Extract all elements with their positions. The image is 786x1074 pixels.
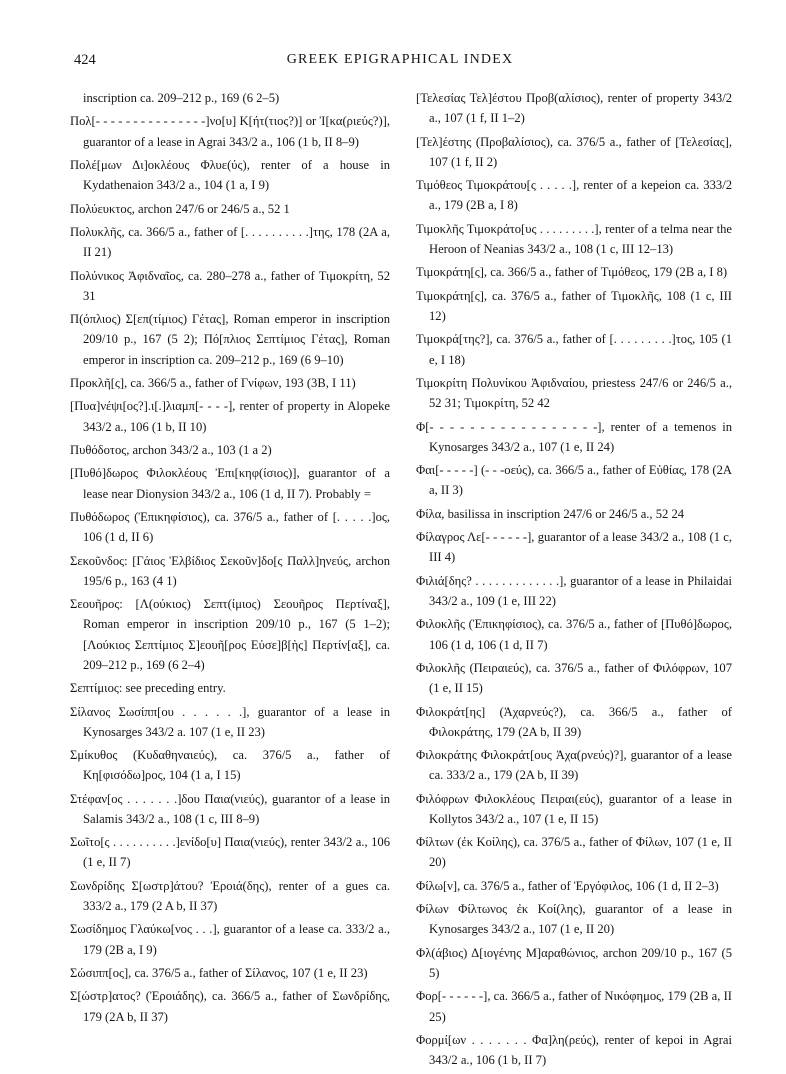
index-entry: Φορ[- - - - - -], ca. 366/5 a., father of Νικόφημος, 179 (2B a, II 25) [416, 989, 732, 1024]
index-entry: Τιμοκλῆς Τιμοκράτο[υς . . . . . . . . .], renter of a telma near the Heroon of Neanias 343/2 a., 108 (1 c, III 12–13) [416, 221, 732, 256]
index-entry: [Πυθό]δωρος Φιλοκλέους Ἐπι[κηφ(ίσιος)], guarantor of a lease near Dionysion 343/2 a., 106 (1 d, II 7). Probably = [70, 466, 390, 501]
index-entry: Πυθόδοτος, archon 343/2 a., 103 (1 a 2) [70, 442, 272, 457]
index-entry: Στέφαν[ος . . . . . . .]δου Παια(νιεύς), guarantor of a lease in Salamis 343/2 a., 108 (1 c, III 8–9) [70, 791, 390, 826]
index-entry: Πολύνικος Ἀφιδναῖος, ca. 280–278 a., father of Τιμοκρίτη, 52 31 [70, 268, 390, 303]
index-entry: Πολυκλῆς, ca. 366/5 a., father of [. . . . . . . . . .]της, 178 (2A a, II 21) [70, 224, 390, 260]
index-entry: Σωσίδημος Γλαύκω[νος . . .], guarantor of a lease ca. 333/2 a., 179 (2B a, I 9) [70, 922, 390, 957]
index-entry: Φιλοκράτης Φιλοκράτ[ους Ἀχα(ρνεύς)?], guarantor of a lease ca. 333/2 a., 179 (2A b, II 39) [416, 748, 732, 783]
index-entry: Φ[- - - - - - - - - - - - - - - - -], renter of a temenos in Kynosarges 343/2 a., 107 (1 e, II 24) [416, 419, 732, 454]
index-entry: Φιλοκλῆς (Πειραιεύς), ca. 376/5 a., father of Φιλόφρων, 107 (1 e, II 15) [416, 660, 732, 696]
index-entry: Σωνδρίδης Σ[ωστρ]άτου? Ἐροιά(δης), renter of a gues ca. 333/2 a., 179 (2 A b, II 37) [70, 878, 390, 914]
index-entry: Σ[ώστρ]ατος? (Ἐροιάδης), ca. 366/5 a., father of Σωνδρίδης, 179 (2A b, II 37) [70, 989, 390, 1024]
index-entry: Φίλων Φίλτωνος ἐκ Κοί(λης), guarantor of a lease in Kynosarges 343/2 a., 107 (1 e, II 20) [416, 902, 732, 937]
index-entry: Τιμοκρίτη Πολυνίκου Ἀφιδναίου, priestess 247/6 or 246/5 a., 52 31; Τιμοκρίτη, 52 42 [416, 375, 732, 411]
index-entry: Π(όπλιος) Σ[επ(τίμιος) Γέτας], Roman emperor in inscription 209/10 p., 167 (5 2); Πό[πλιος Σεπτίμιος Γέτας], Roman emperor in inscription ca. 209–212 p., 169 (6 9–10) [70, 312, 390, 367]
index-entry: Πολύευκτος, archon 247/6 or 246/5 a., 52 1 [70, 201, 290, 216]
index-entry: Πολ[- - - - - - - - - - - - - - -]νο[υ] Κ[ήτ(τιος?)] or Ἰ[κα(ριεύς?)], guarantor of a lease in Agrai 343/2 a., 106 (1 b, II 8–9) [70, 114, 390, 149]
running-title: GREEK EPIGRAPHICAL INDEX [286, 52, 514, 67]
index-entry: Φαι[- - - - -] (- - -οεύς), ca. 366/5 a., father of Εὐθίας, 178 (2A a, II 3) [416, 463, 732, 498]
index-entry: Φιλόφρων Φιλοκλέους Πειραι(εύς), guarantor of a lease in Kollytos 343/2 a., 107 (1 e, II 15) [416, 791, 732, 826]
index-entry: Τιμόθεος Τιμοκράτου[ς . . . . .], renter of a kepeion ca. 333/2 a., 179 (2B a, I 8) [416, 178, 732, 213]
index-entry: Σμίκυθος (Κυδαθηναιεύς), ca. 376/5 a., father of Κη[φισόδω]ρος, 104 (1 a, I 15) [70, 748, 390, 783]
index-entry: Φίλω[ν], ca. 376/5 a., father of Ἐργόφιλος, 106 (1 d, II 2–3) [416, 878, 719, 893]
index-entry: Σεουῆρος: [Λ(ούκιος) Σεπτ(ίμιος) Σεουῆρος Περτίναξ], Roman emperor in inscription 209/10 p., 167 (5 1–2); [Λούκιος Σεπτίμιος Σ]εουῆ[ρος Εὐσε]β[ὴς] Περτίν[αξ], ca. 209–212 p., 169 (6 2–4) [70, 597, 390, 672]
index-entry: Πυθόδωρος (Ἐπικηφίσιος), ca. 376/5 a., father of [. . . . .]ος, 106 (1 d, II 6) [70, 509, 390, 545]
index-entry: Σεκοῦνδος: [Γάιος Ἑλβίδιος Σεκοῦν]δο[ς Παλλ]ηνεύς, archon 195/6 p., 163 (4 1) [70, 553, 390, 588]
index-entry: Φίλτων (ἐκ Κοίλης), ca. 376/5 a., father of Φίλων, 107 (1 e, II 20) [416, 835, 732, 870]
index-entry: Σίλανος Σωσίππ[ου . . . . . .], guarantor of a lease in Kynosarges 343/2 a. 107 (1 e, II 23) [70, 704, 390, 739]
index-entry: Τιμοκράτη[ς], ca. 376/5 a., father of Τιμοκλῆς, 108 (1 c, III 12) [416, 288, 732, 323]
index-entry: Τιμοκρά[της?], ca. 376/5 a., father of [. . . . . . . . .]τος, 105 (1 e, I 18) [416, 332, 732, 367]
index-entry: [Τελεσίας Τελ]έστου Προβ(αλίσιος), renter of property 343/2 a., 107 (1 f, II 1–2) [416, 91, 732, 126]
page-number: 424 [74, 52, 96, 68]
index-entry: [Τελ]έστης (Προβαλίσιος), ca. 376/5 a., father of [Τελεσίας], 107 (1 f, II 2) [416, 134, 732, 169]
index-entry: Τιμοκράτη[ς], ca. 366/5 a., father of Τιμόθεος, 179 (2B a, I 8) [416, 265, 728, 280]
index-entry: Φίλα, basilissa in inscription 247/6 or 246/5 a., 52 24 [416, 506, 685, 521]
index-entry: Σωῖτο[ς . . . . . . . . . .]ενίδο[υ] Παια(νιεύς), renter 343/2 a., 106 (1 e, II 7) [70, 835, 390, 870]
index-column-left [70, 88, 390, 1030]
index-entry: Φιλοκράτ[ης] (Ἀχαρνεύς?), ca. 366/5 a., father of Φιλοκράτης, 179 (2A b, II 39) [416, 704, 732, 739]
page-header [74, 52, 726, 72]
index-entry: Προκλῆ[ς], ca. 366/5 a., father of Γνίφων, 193 (3B, I 11) [70, 375, 356, 390]
index-entry: Φορμί[ων . . . . . . . Φα]λη(ρεύς), renter of kepoi in Agrai 343/2 a., 106 (1 b, II 7) [416, 1033, 732, 1068]
index-column-right [416, 88, 732, 1074]
index-entry: Φιλοκλῆς (Ἐπικηφίσιος), ca. 376/5 a., father of [Πυθό]δωρος, 106 (1 d, 106 (1 d, II 7) [416, 617, 732, 652]
index-entry: Φλ(άβιος) Δ[ιογένης Μ]αραθώνιος, archon 209/10 p., 167 (5 5) [416, 945, 732, 981]
index-entry: inscription ca. 209–212 p., 169 (6 2–5) [83, 91, 280, 105]
index-entry: Φίλαγρος Λε[- - - - - -], guarantor of a lease 343/2 a., 108 (1 c, III 4) [416, 530, 732, 565]
index-entry: Πολέ[μων Δι]οκλέους Φλυε(ύς), renter of a house in Kydathenaion 343/2 a., 104 (1 a, I 9) [70, 157, 390, 193]
index-entry: Σώσιππ[ος], ca. 376/5 a., father of Σίλανος, 107 (1 e, II 23) [70, 966, 368, 981]
index-entry: Σεπτίμιος: see preceding entry. [70, 681, 226, 696]
index-entry: [Πυα]νέψι[ος?].ι[.]λιαμπ[- - - -], renter of property in Alopeke 343/2 a., 106 (1 b, II 10) [70, 399, 390, 434]
index-entry: Φιλιά[δης? . . . . . . . . . . . . .], guarantor of a lease in Philaidai 343/2 a., 109 (1 e, III 22) [416, 573, 732, 608]
